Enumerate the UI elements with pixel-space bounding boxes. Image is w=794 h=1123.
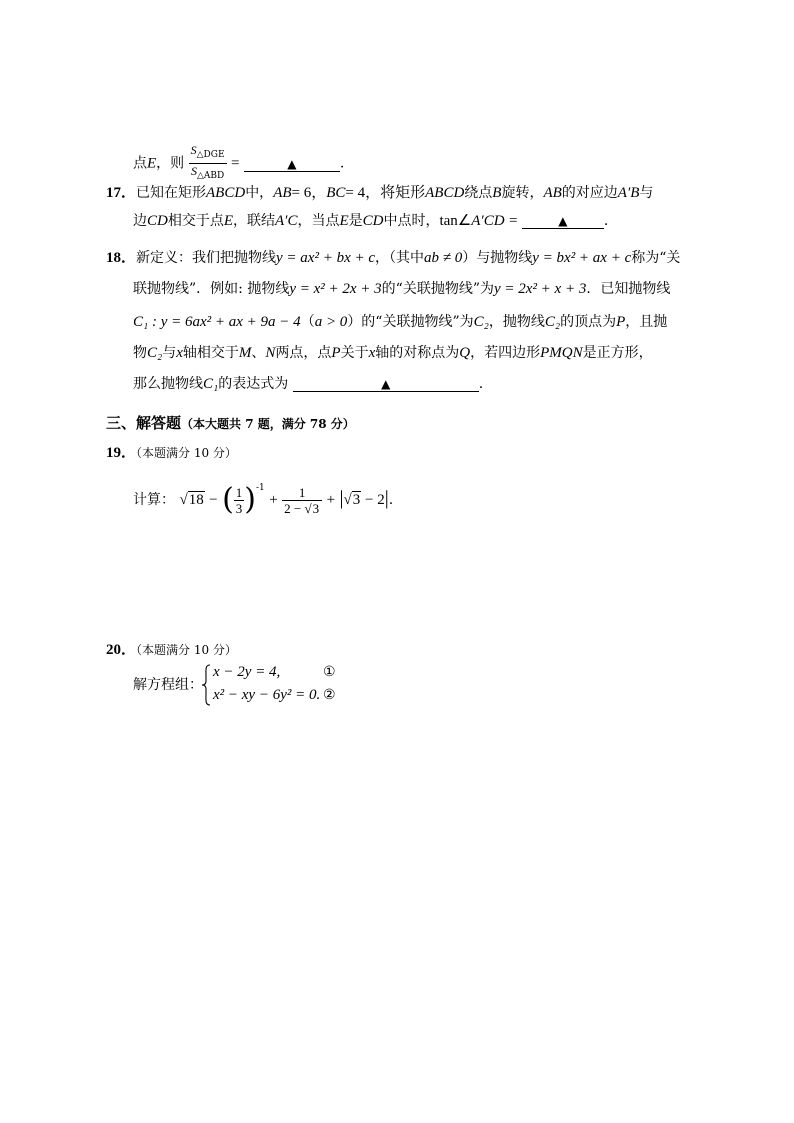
one-third-fraction: $\frac{1}{3}$	[235, 484, 243, 516]
triangle-mark-icon: ▲	[287, 156, 297, 171]
q20-header: 20．（本题满分 10 分）	[106, 642, 237, 658]
answer-blank-16[interactable]	[244, 157, 340, 172]
q17-line-1: 17．已知在矩形ABCD中，AB= 6，BC= 4，将矩形ABCD绕点B旋转，AB的对应边A′B与	[106, 185, 654, 201]
q18-line-1: 18．新定义：我们把抛物线y = ax² + bx + c，（其中ab ≠ 0）与抛物线y = bx² + ax + c称为“关	[106, 250, 681, 266]
triangle-mark-icon: ▲	[558, 214, 568, 228]
answer-blank-18[interactable]	[293, 377, 479, 392]
q19-header: 19．（本题满分 10 分）	[106, 445, 237, 461]
q18-line-2: 联抛物线”．例如: 抛物线y = x² + 2x + 3的“关联抛物线”为y = 2x² + x + 3．已知抛物线	[133, 281, 671, 297]
q18-line-3: C₁ : y = 6ax² + ax + 9a − 4（a > 0）的“关联抛物线”为C₂，抛物线C₂的顶点为P，且抛	[133, 314, 668, 330]
q20-mark-2: ②	[323, 687, 336, 703]
area-ratio-fraction: $\frac{S_{\triangle DGE}}{S_{\triangle ABD}}$	[190, 143, 225, 181]
triangle-mark-icon: ▲	[381, 377, 391, 391]
q20-label: 解方程组：	[133, 677, 203, 693]
q19-expression: 计算： √18 − ( $\frac{1}{3}$ )$^{-1}$ + $\frac{1}{2 - √3}$ + |√3 − 2|.	[133, 482, 394, 517]
q18-line-4: 物C₂与x轴相交于M、N两点，点P关于x轴的对称点为Q，若四边形PMQN是正方形，	[133, 345, 653, 361]
q20-equation-1: x − 2y = 4,	[213, 664, 281, 680]
q20-equation-2: x² − xy − 6y² = 0.	[213, 687, 321, 703]
reciprocal-fraction: $\frac{1}{2 - √3}$	[282, 485, 322, 516]
q16-tail: 点E，则 $\frac{S_{\triangle DGE}}{S_{\triangle ABD}}$ = ▲ .	[133, 143, 344, 184]
answer-blank-17[interactable]	[522, 214, 604, 229]
q20-mark-1: ①	[323, 664, 336, 680]
q18-line-5: 那么抛物线C₁的表达式为 ▲ .	[133, 376, 484, 392]
q17-line-2: 边CD相交于点E，联结A′C，当点E是CD中点时，tan∠A′CD = ▲ .	[133, 213, 609, 229]
system-brace	[201, 664, 211, 706]
section-3-heading: 三、解答题（本大题共 7 题，满分 78 分）	[106, 414, 355, 432]
